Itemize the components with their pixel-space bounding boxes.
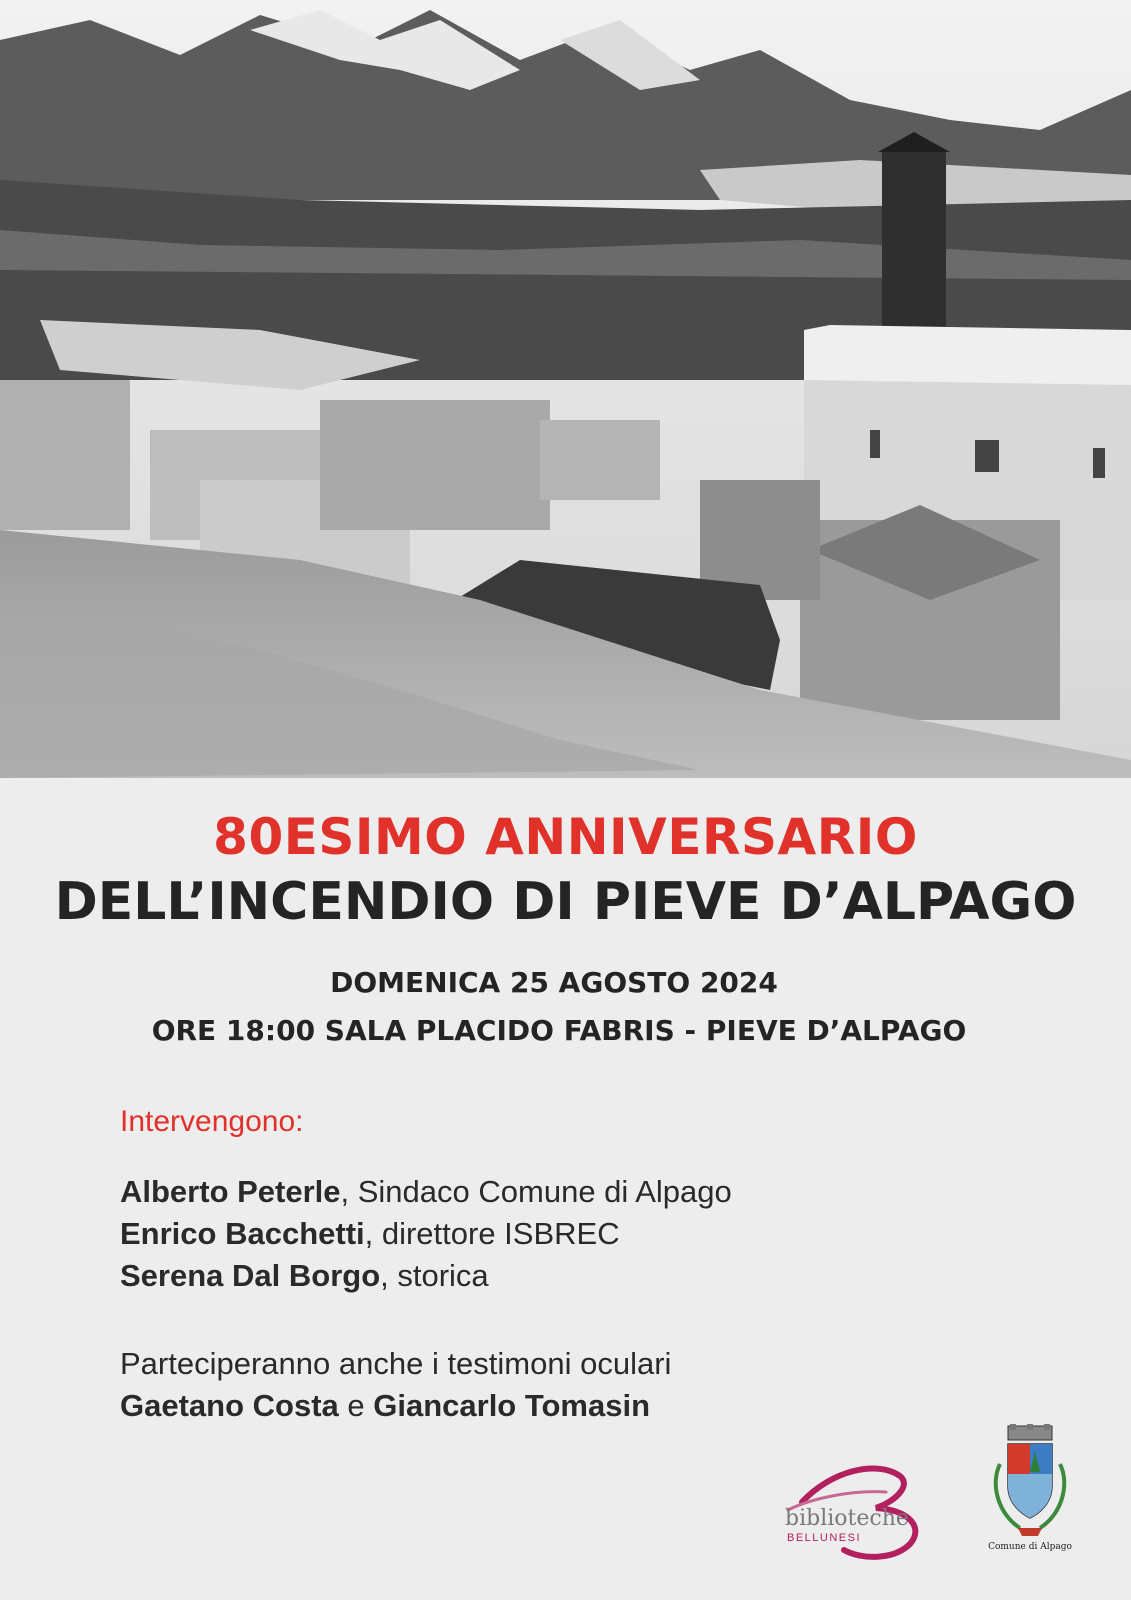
speaker-row xyxy=(120,1213,732,1255)
speaker-name: Enrico Bacchetti xyxy=(120,1216,365,1251)
witnesses-intro: Parteciperanno anche i testimoni oculari xyxy=(120,1346,672,1381)
speaker-role: , storica xyxy=(380,1258,489,1293)
speaker-role: , direttore ISBREC xyxy=(364,1216,620,1251)
witnesses-block xyxy=(120,1343,671,1427)
speaker-name: Serena Dal Borgo xyxy=(120,1258,381,1293)
biblioteche-bellunesi-logo xyxy=(782,1462,942,1562)
speaker-row xyxy=(120,1171,732,1213)
title-event: DELL’INCENDIO DI PIEVE D’ALPAGO xyxy=(54,872,1077,932)
coat-of-arms-icon xyxy=(980,1424,1080,1542)
speakers-list xyxy=(120,1171,732,1297)
title-anniversary: 80ESIMO ANNIVERSARIO xyxy=(213,808,918,866)
event-time-place: ORE 18:00 SALA PLACIDO FABRIS - PIEVE D’ALPAGO xyxy=(151,1014,967,1047)
witness-name: Giancarlo Tomasin xyxy=(373,1388,651,1423)
event-date: DOMENICA 25 AGOSTO 2024 xyxy=(330,966,778,999)
biblioteche-text: biblioteche xyxy=(785,1506,909,1531)
witness-name: Gaetano Costa xyxy=(120,1388,339,1423)
witnesses-names xyxy=(120,1385,671,1427)
speakers-label: Intervengono: xyxy=(120,1105,304,1138)
village-ruins-photo xyxy=(0,0,1131,778)
comune-alpago-crest xyxy=(980,1424,1080,1554)
witness-conj: e xyxy=(338,1388,374,1423)
bellunesi-text: BELLUNESI xyxy=(787,1532,862,1544)
speaker-name: Alberto Peterle xyxy=(120,1174,341,1209)
comune-label: Comune di Alpago xyxy=(988,1542,1072,1552)
historic-photo xyxy=(0,0,1131,778)
speaker-role: , Sindaco Comune di Alpago xyxy=(340,1174,732,1209)
speaker-row xyxy=(120,1255,732,1297)
